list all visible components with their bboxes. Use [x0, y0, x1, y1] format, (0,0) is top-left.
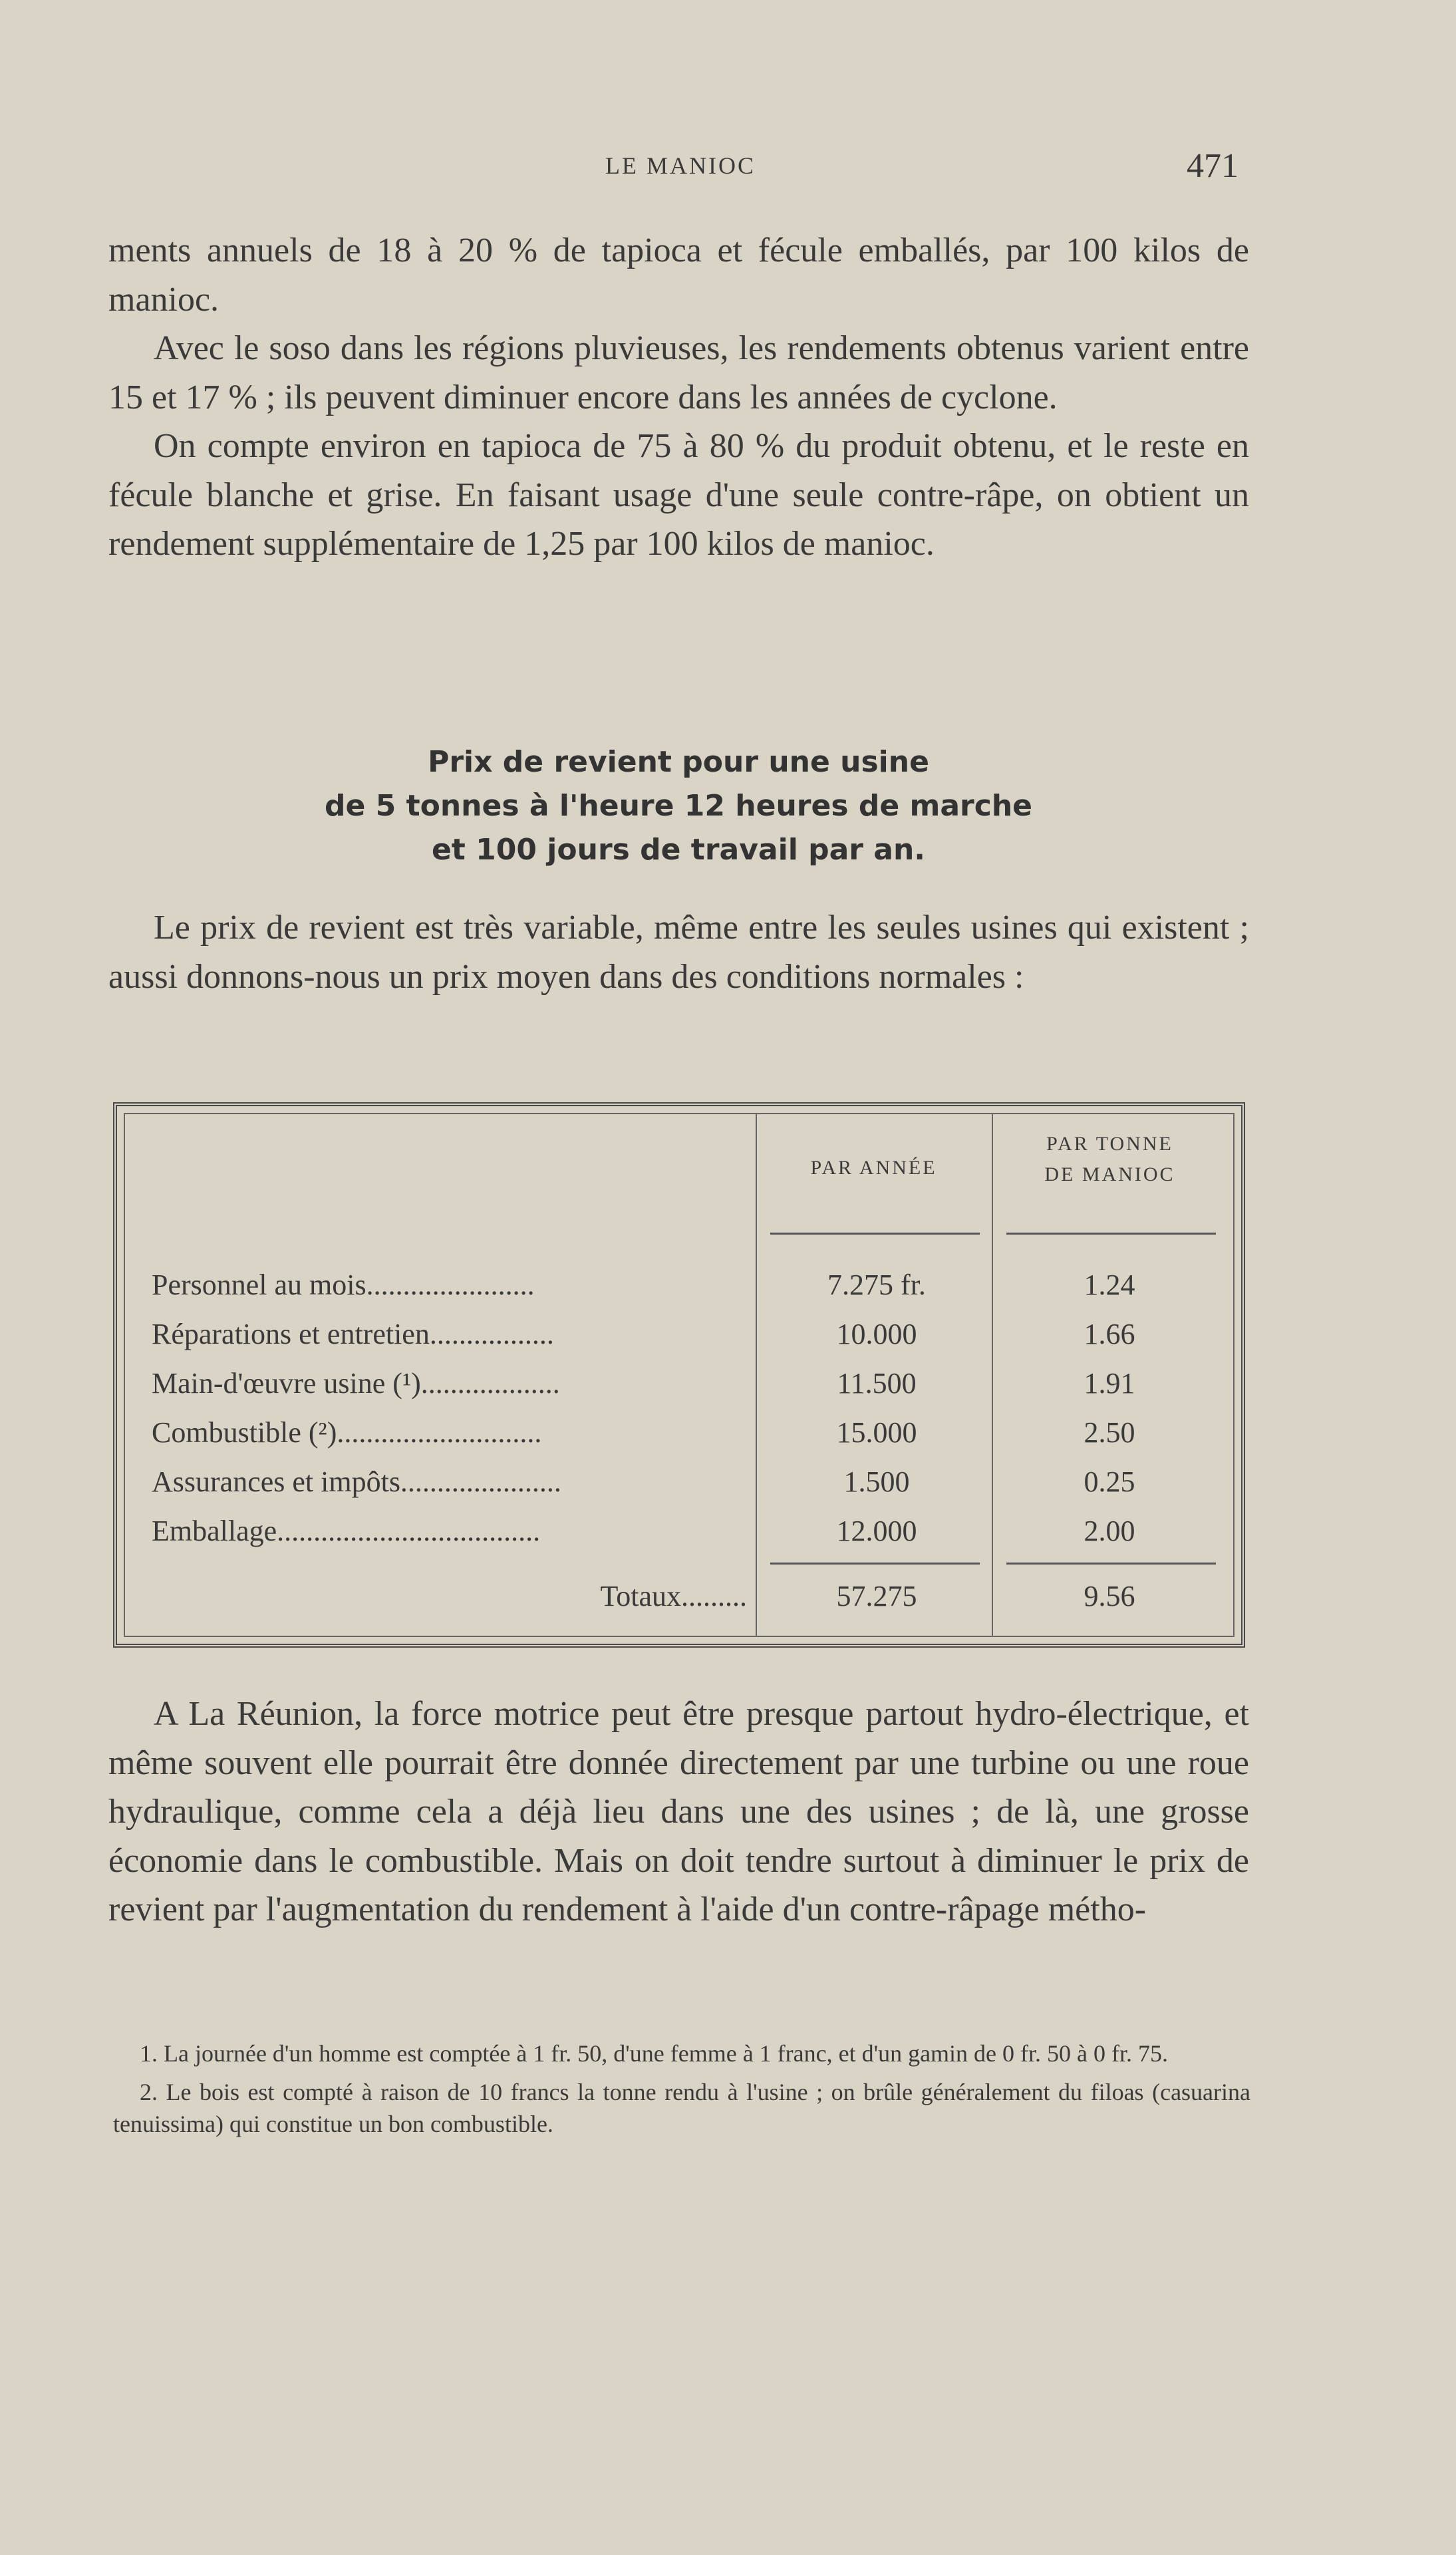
- section-heading: [266, 740, 1091, 872]
- cost-table: [113, 1102, 1245, 1648]
- footnote-1: 1. La journée d'un homme est comptée à 1 fr. 50, d'une femme à 1 franc, et d'un gamin de 0 fr. 50 à 0 fr. 75.: [140, 2040, 1168, 2067]
- totals-par-annee: 57.275: [836, 1580, 917, 1612]
- column-header-par-annee: PAR ANNÉE: [810, 1157, 937, 1179]
- body-text-intro: [108, 903, 1249, 1001]
- row-par-tonne: 1.91: [1084, 1367, 1135, 1400]
- paragraph-soso: Avec le soso dans les régions pluvieuses, les rendements obtenus varient entre 15 et 17 % ; ils peuvent diminuer encore dans les années de cyclone.: [108, 329, 1249, 416]
- totals-label: Totaux.........: [600, 1580, 747, 1612]
- footnotes: [113, 2037, 1250, 2140]
- header-rule-1: [770, 1233, 980, 1235]
- row-par-tonne: 1.66: [1084, 1318, 1135, 1350]
- paragraph-prix-revient: Le prix de revient est très variable, même entre les seules usines qui existent ; aussi donnons-nous un prix moyen dans des conditions normales :: [108, 909, 1249, 996]
- paragraph-continued: ments annuels de 18 à 20 % de tapioca et fécule emballés, par 100 kilos de manioc.: [108, 231, 1249, 319]
- heading-line-2: de 5 tonnes à l'heure 12 heures de marche: [325, 789, 1032, 823]
- row-par-annee: 15.000: [836, 1416, 917, 1449]
- footnote-2: 2. Le bois est compté à raison de 10 francs la tonne rendu à l'usine ; on brûle généralement du filoas (casuarina tenuissima) qui constitue un bon combustible.: [113, 2079, 1250, 2137]
- row-label: Emballage....................................: [152, 1515, 541, 1547]
- column-header-par-tonne-line2: DE MANIOC: [1044, 1163, 1175, 1185]
- table-row: [125, 1310, 1233, 1359]
- row-label: Main-d'œuvre usine (¹)...................: [152, 1367, 560, 1400]
- table-row: [125, 1408, 1233, 1457]
- row-par-tonne: 2.00: [1084, 1515, 1135, 1547]
- heading-line-1: Prix de revient pour une usine: [428, 745, 929, 779]
- row-par-annee: 1.500: [843, 1465, 910, 1498]
- row-par-tonne: 2.50: [1084, 1416, 1135, 1449]
- totals-rule-1: [770, 1563, 980, 1565]
- row-par-annee: 12.000: [836, 1515, 917, 1547]
- row-par-tonne: 0.25: [1084, 1465, 1135, 1498]
- body-text-bottom: [108, 1690, 1249, 1934]
- table-row: [125, 1507, 1233, 1556]
- header-rule-2: [1006, 1233, 1216, 1235]
- row-label: Combustible (²)............................: [152, 1416, 542, 1449]
- row-par-tonne: 1.24: [1084, 1269, 1135, 1301]
- table-row: [125, 1261, 1233, 1310]
- cost-table-frame: [124, 1113, 1235, 1637]
- totals-par-tonne: 9.56: [1084, 1580, 1135, 1612]
- paragraph-reunion: A La Réunion, la force motrice peut être presque partout hydro-électrique, et même souvent elle pourrait être donnée directement par une turbine ou une roue hydraulique, comme cela a déjà lieu dans une des usines ; de là, une grosse économie dans le combustible. Mais on doit tendre surtout à diminuer le prix de revient par l'augmentation du rendement à l'aide d'un contre-râpage métho-: [108, 1695, 1249, 1928]
- heading-line-3: et 100 jours de travail par an.: [431, 833, 926, 867]
- running-head: [0, 146, 1456, 186]
- page-number: 471: [1187, 147, 1238, 185]
- row-par-annee: 7.275 fr.: [827, 1269, 926, 1301]
- row-par-annee: 10.000: [836, 1318, 917, 1350]
- row-label: Réparations et entretien.................: [152, 1318, 554, 1350]
- totals-row: [125, 1572, 1233, 1621]
- totals-rule-2: [1006, 1563, 1216, 1565]
- running-title: LE MANIOC: [605, 152, 756, 179]
- paragraph-tapioca: On compte environ en tapioca de 75 à 80 % du produit obtenu, et le reste en fécule blanche et grise. En faisant usage d'une seule contre-râpe, on obtient un rendement supplémentaire de 1,25 par 100 kilos de manioc.: [108, 427, 1249, 563]
- column-header-par-tonne: [992, 1129, 1228, 1190]
- table-row: [125, 1457, 1233, 1507]
- table-row: [125, 1359, 1233, 1408]
- row-label: Assurances et impôts......................: [152, 1465, 561, 1498]
- body-text-top: [108, 226, 1249, 569]
- column-header-par-tonne-line1: PAR TONNE: [1046, 1133, 1173, 1155]
- row-label: Personnel au mois.......................: [152, 1269, 535, 1301]
- row-par-annee: 11.500: [837, 1367, 917, 1400]
